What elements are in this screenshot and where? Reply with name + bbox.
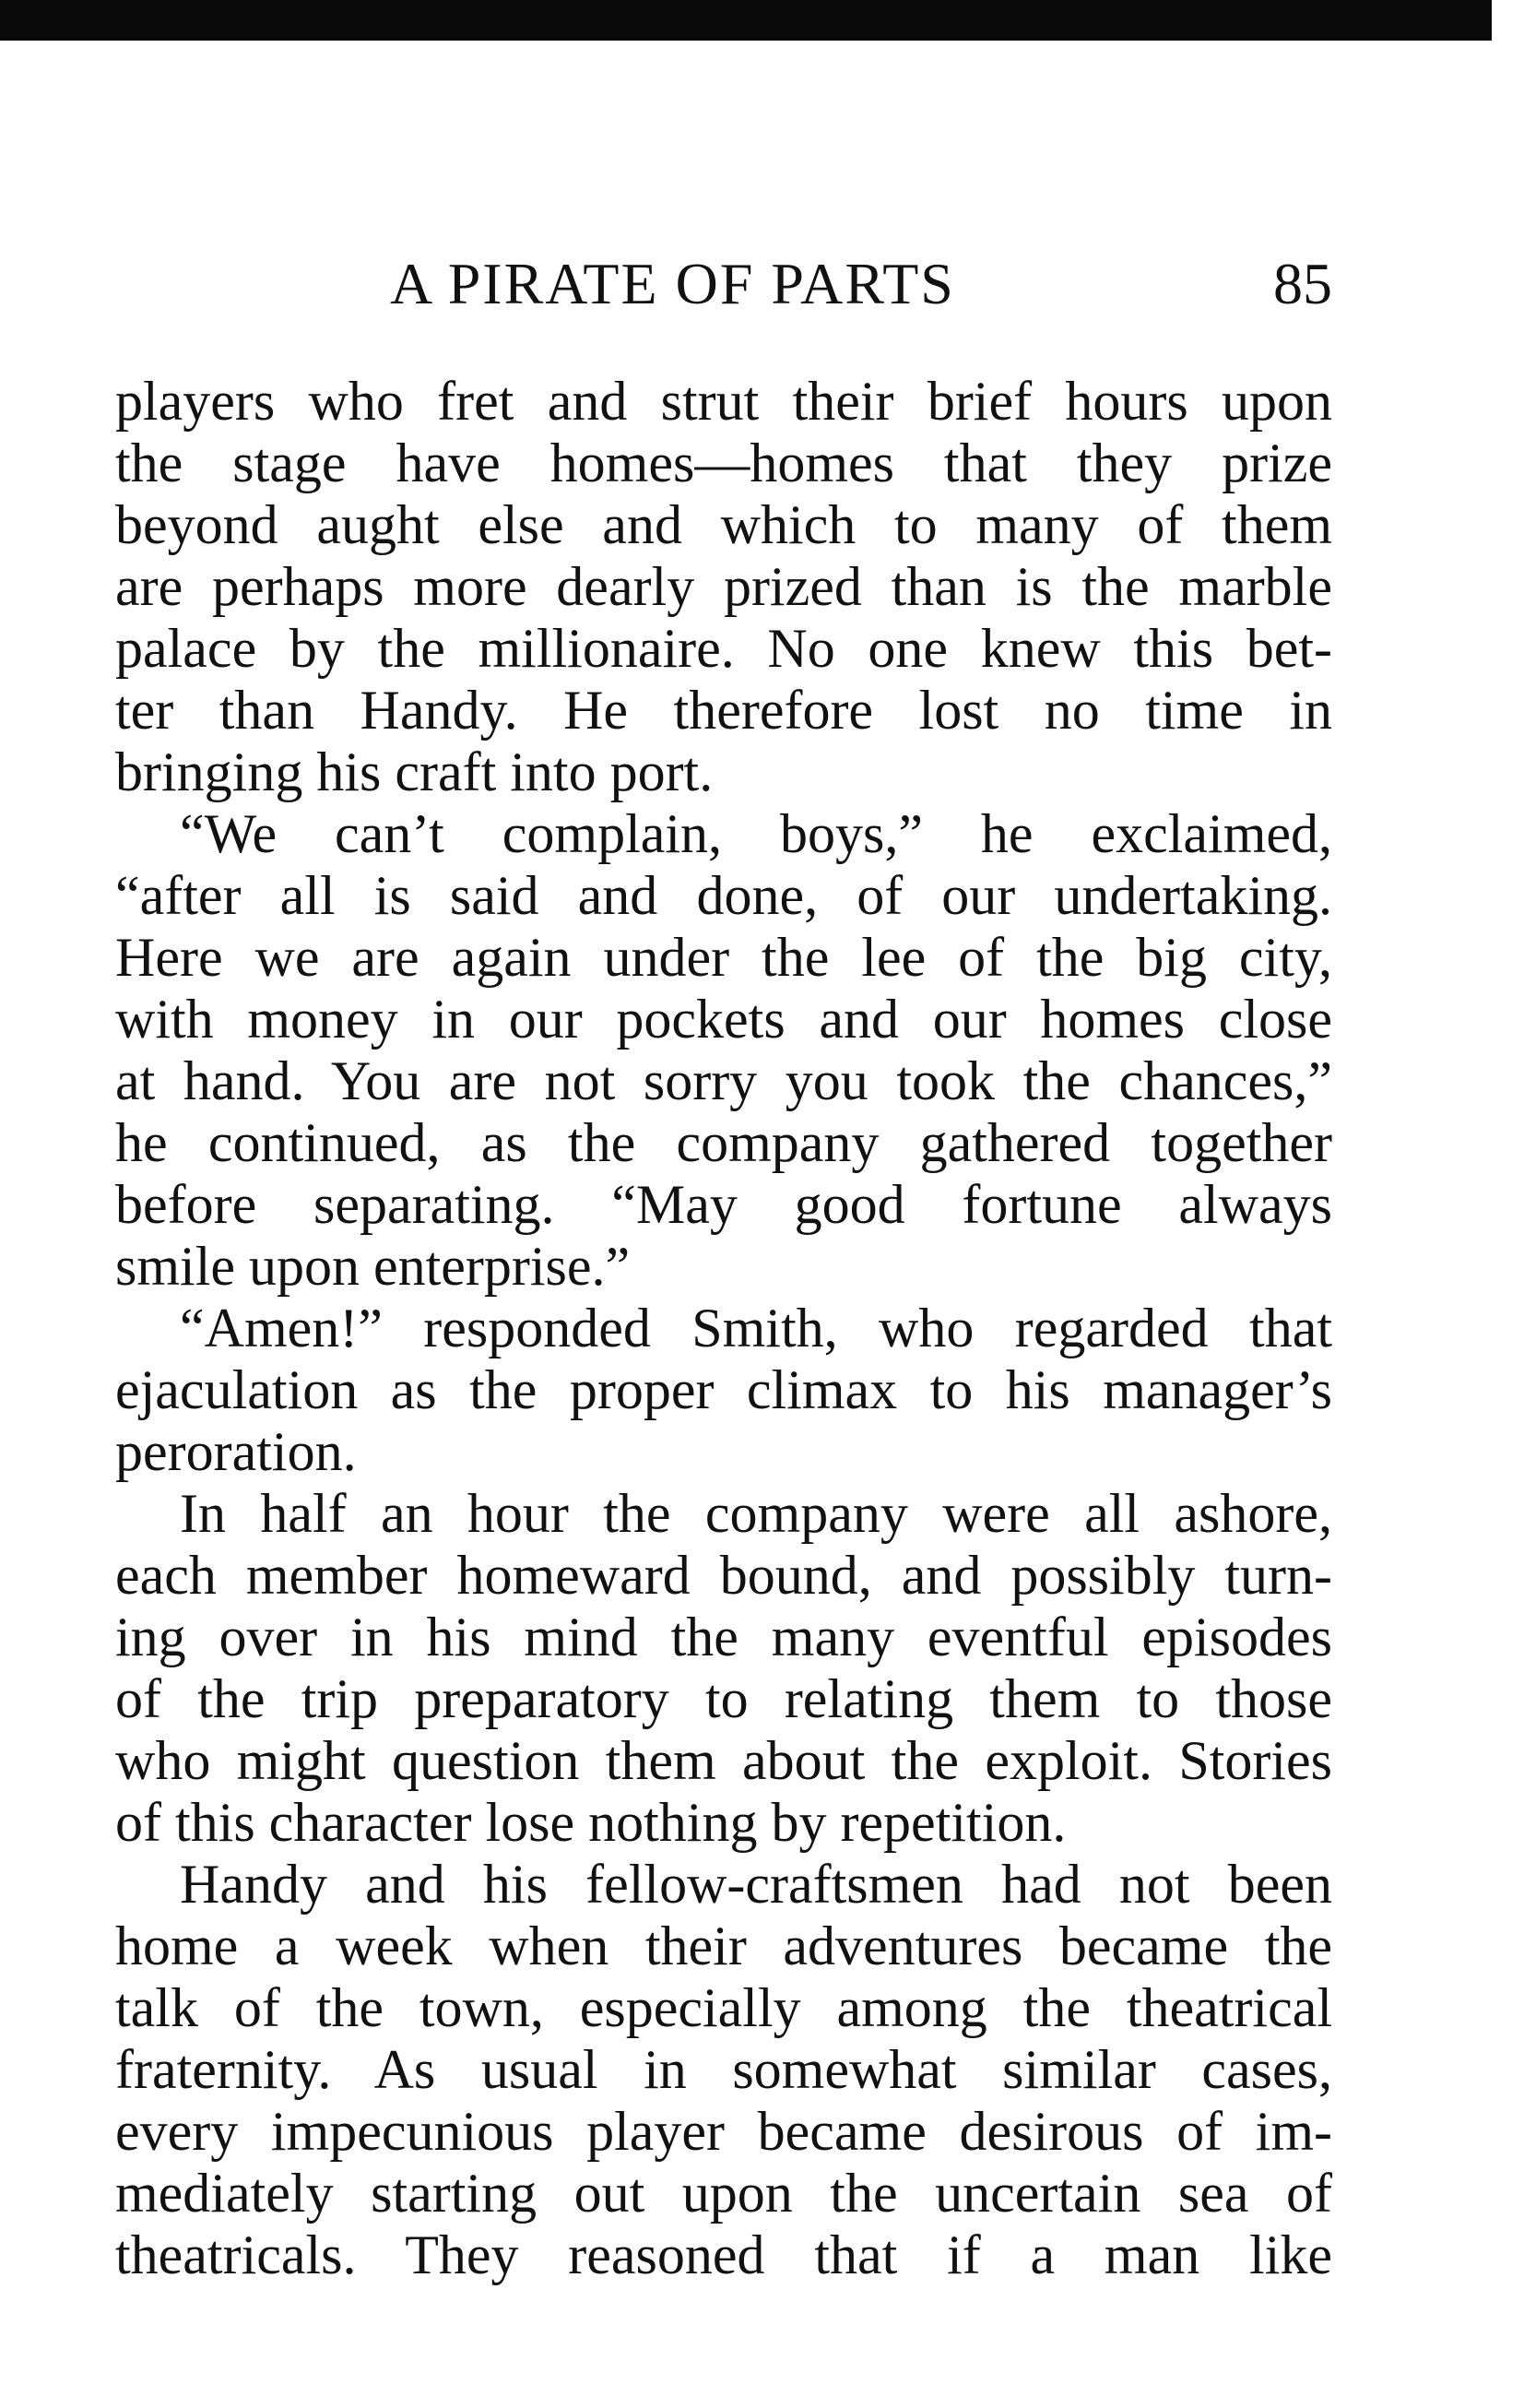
text-line: bringing his craft into port. bbox=[115, 741, 714, 802]
text-line: beyond aught else and which to many of them bbox=[115, 494, 1332, 555]
text-line: every impecunious player became desirous of im- bbox=[115, 2101, 1332, 2162]
text-line: ejaculation as the proper climax to his manager’s bbox=[115, 1359, 1332, 1420]
text-line: who might question them about the exploit. Stories bbox=[115, 1730, 1332, 1791]
top-border-bar bbox=[0, 0, 1492, 41]
text-line: talk of the town, especially among the theatrical bbox=[115, 1977, 1332, 2038]
text-line: of the trip preparatory to relating them to those bbox=[115, 1668, 1332, 1729]
text-line: In half an hour the company were all ashore, bbox=[180, 1483, 1332, 1544]
text-line: home a week when their adventures became the bbox=[115, 1916, 1332, 1976]
text-line: fraternity. As usual in somewhat similar cases, bbox=[115, 2039, 1332, 2100]
text-line: smile upon enterprise.” bbox=[115, 1236, 631, 1297]
text-line: each member homeward bound, and possibly turn- bbox=[115, 1545, 1332, 1606]
text-line: before separating. “May good fortune always bbox=[115, 1174, 1332, 1235]
text-line: ter than Handy. He therefore lost no time in bbox=[115, 680, 1332, 741]
text-line: players who fret and strut their brief hours upon bbox=[115, 371, 1332, 432]
text-line: peroration. bbox=[115, 1421, 357, 1482]
text-line: ing over in his mind the many eventful episodes bbox=[115, 1607, 1332, 1667]
text-line: he continued, as the company gathered together bbox=[115, 1112, 1332, 1173]
text-line: the stage have homes—homes that they prize bbox=[115, 433, 1332, 493]
text-line: Here we are again under the lee of the big city, bbox=[115, 927, 1332, 988]
text-line: with money in our pockets and our homes close bbox=[115, 989, 1332, 1050]
running-head bbox=[115, 247, 1332, 321]
page-number: 85 bbox=[1273, 251, 1332, 316]
text-line: palace by the millionaire. No one knew this bet- bbox=[115, 618, 1332, 679]
text-line: at hand. You are not sorry you took the chances,” bbox=[115, 1050, 1332, 1111]
body-text bbox=[115, 371, 1332, 2286]
text-line: theatricals. They reasoned that if a man like bbox=[115, 2224, 1332, 2285]
text-line: of this character lose nothing by repetition. bbox=[115, 1792, 1067, 1853]
running-title: A PIRATE OF PARTS bbox=[390, 251, 955, 316]
text-line: “We can’t complain, boys,” he exclaimed, bbox=[180, 803, 1332, 864]
text-line: “Amen!” responded Smith, who regarded that bbox=[180, 1298, 1332, 1358]
text-line: are perhaps more dearly prized than is the marble bbox=[115, 556, 1332, 617]
text-line: Handy and his fellow-craftsmen had not been bbox=[180, 1854, 1332, 1915]
text-line: “after all is said and done, of our undertaking. bbox=[115, 865, 1332, 926]
text-line: mediately starting out upon the uncertain sea of bbox=[115, 2163, 1332, 2224]
